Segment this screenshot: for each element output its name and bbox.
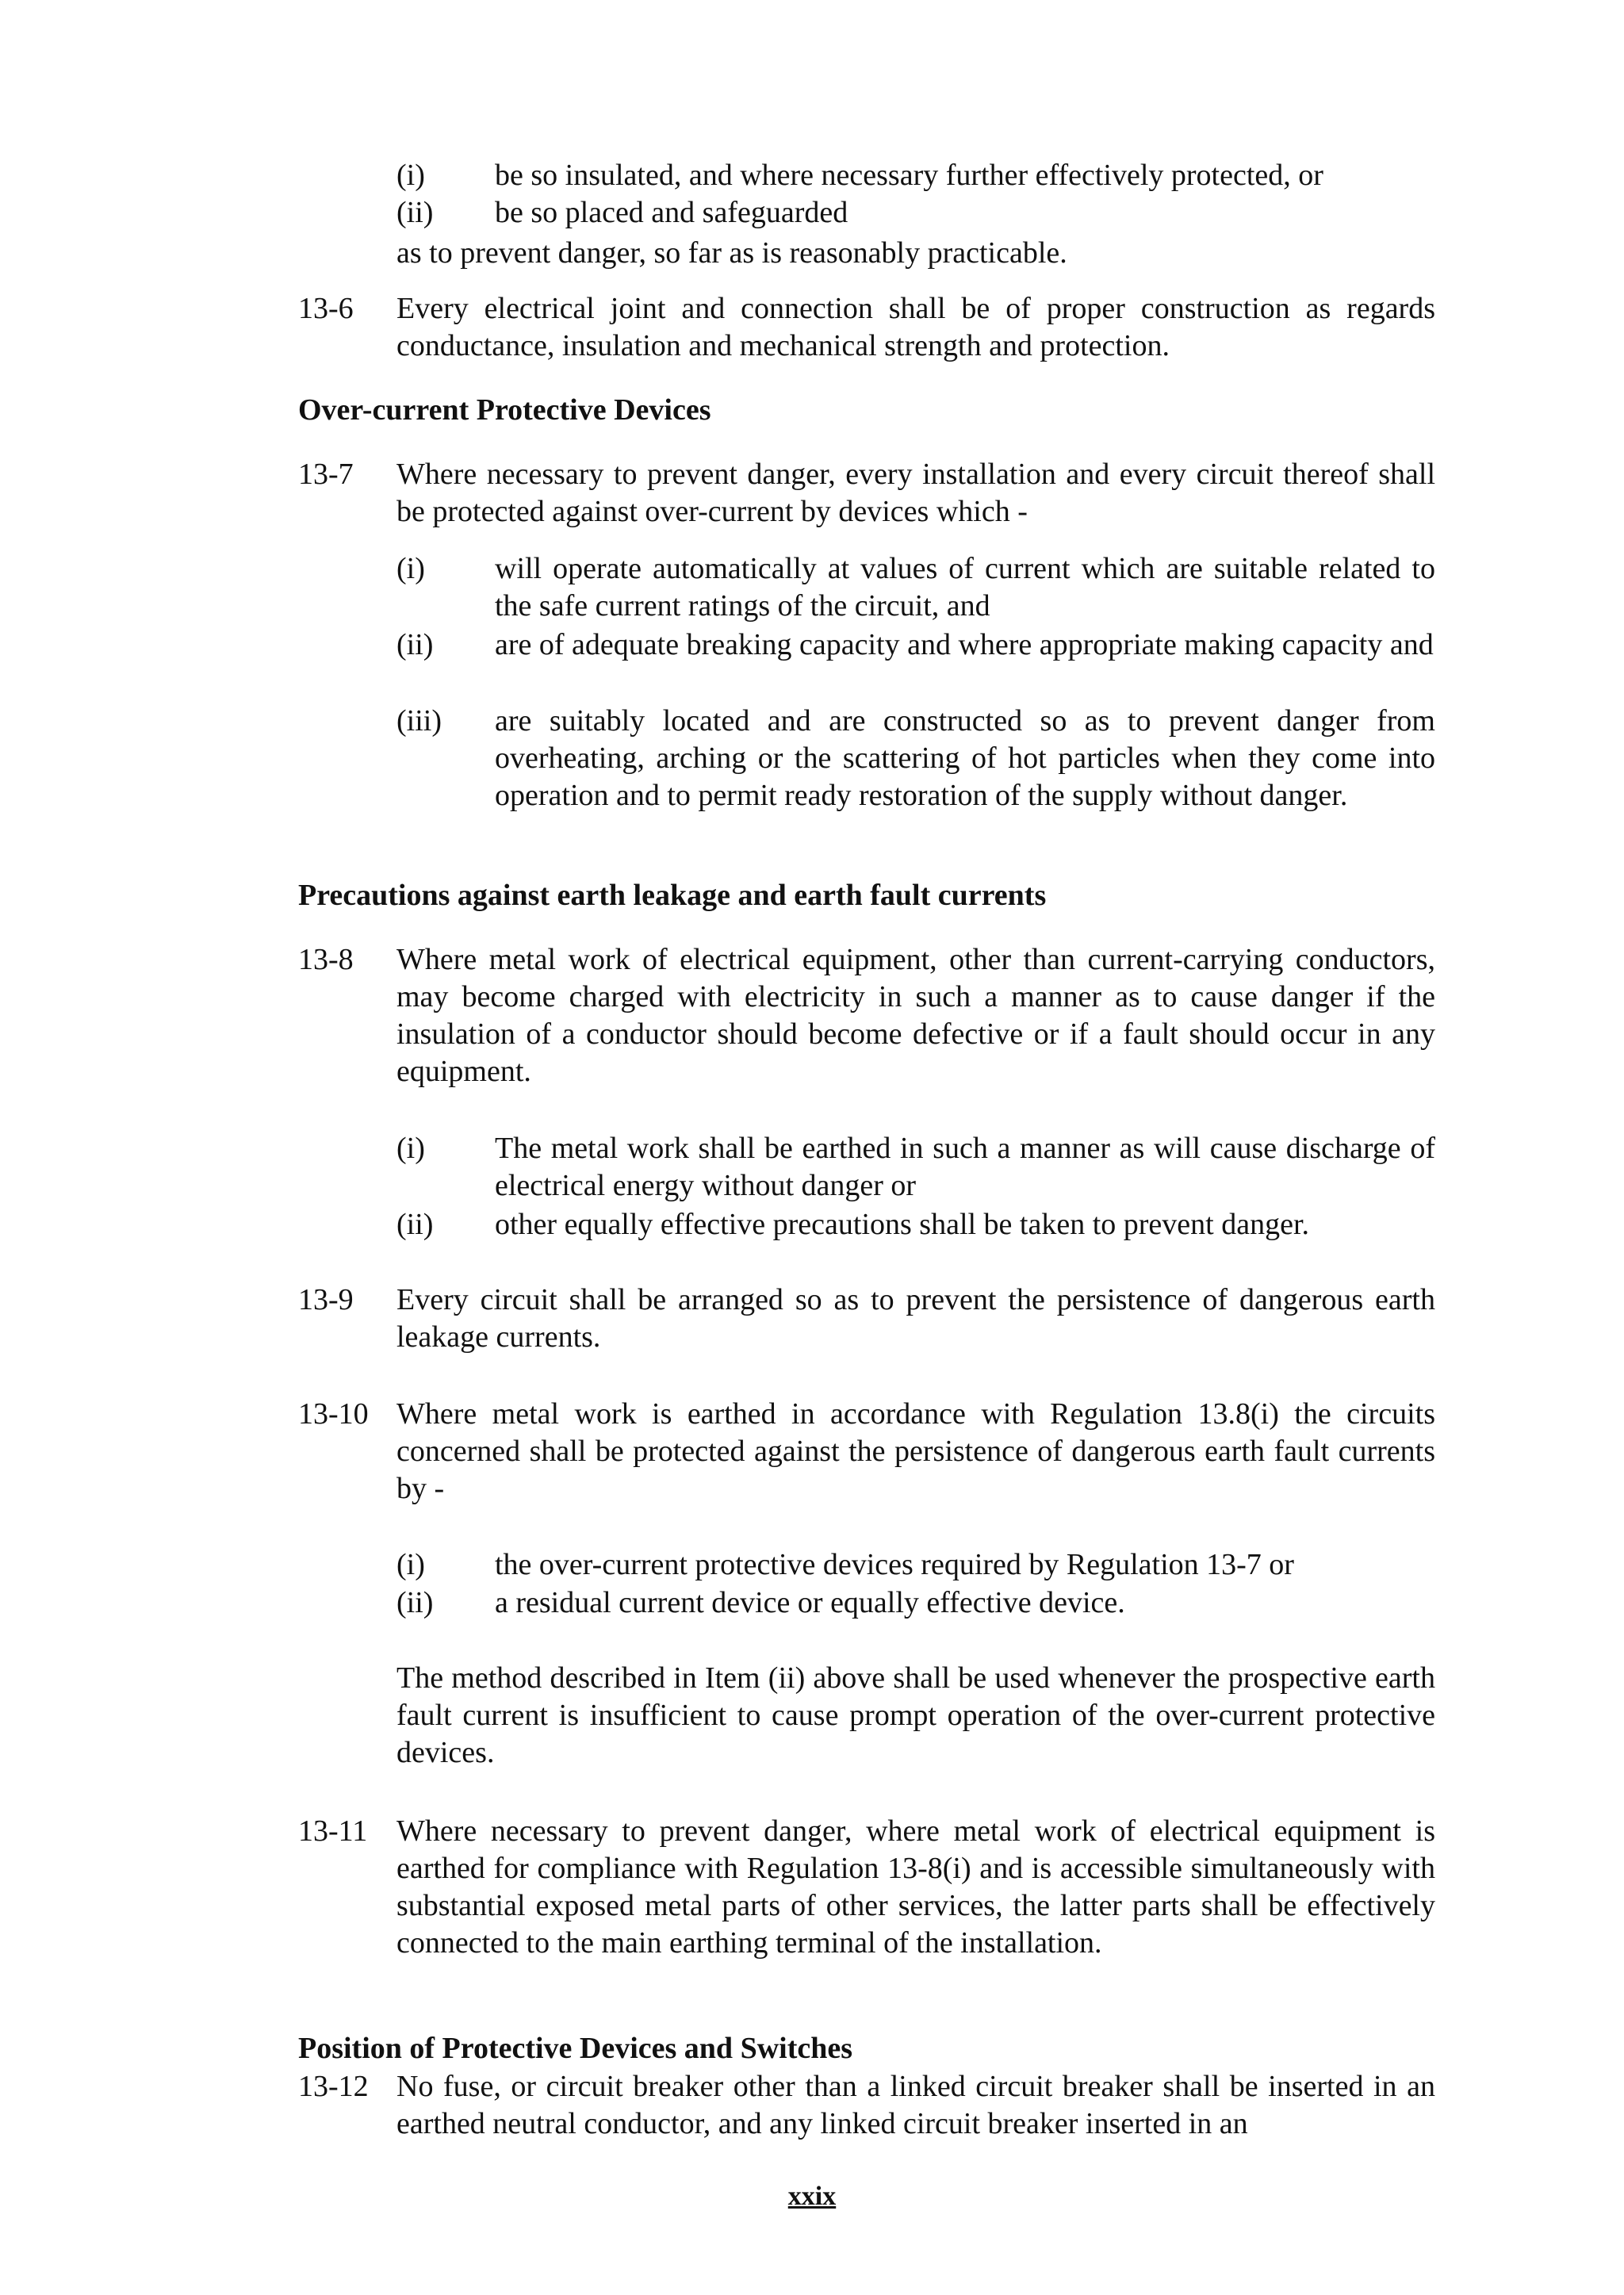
item-label: (ii) [396,196,434,229]
section-heading: Position of Protective Devices and Switches [298,2032,853,2065]
continuation-text: as to prevent danger, so far as is reasonably practicable. [396,236,1067,270]
item-text: be so insulated, and where necessary further effectively protected, or [495,159,1323,192]
item-text: are suitably located and are constructed so as to prevent danger from overheating, arching or the scattering of hot particles when they come into operation and to permit ready restoration of the supply without danger. [495,704,1435,812]
item-text: the over-current protective devices required by Regulation 13-7 or [495,1548,1294,1581]
regulation-number: 13-7 [298,458,354,491]
item-label: (i) [396,1548,425,1581]
regulation-number: 13-11 [298,1814,368,1848]
item-text: will operate automatically at values of current which are suitable related to the safe current ratings of the circuit, and [495,552,1435,623]
list-item [396,194,1435,232]
list-item [396,157,1435,194]
item-label: (i) [396,1132,425,1165]
regulation-text: No fuse, or circuit breaker other than a linked circuit breaker shall be inserted in an earthed neutral conductor, and any linked circuit breaker inserted in an [396,2070,1435,2140]
item-label: (ii) [396,1586,434,1619]
regulation-number: 13-6 [298,292,354,325]
section-heading: Over-current Protective Devices [298,393,711,427]
item-text: a residual current device or equally effective device. [495,1586,1125,1619]
item-text: other equally effective precautions shall be taken to prevent danger. [495,1208,1310,1241]
item-text: The metal work shall be earthed in such a manner as will cause discharge of electrical energy without danger or [495,1132,1435,1202]
regulation-number: 13-9 [298,1283,354,1316]
regulation-text: Where necessary to prevent danger, where metal work of electrical equipment is earthed for compliance with Regulation 13-8(i) and is accessible simultaneously with substantial exposed metal parts of other services, the latter parts shall be effectively connected to the main earthing terminal of the installation. [396,1814,1435,1960]
regulation-text: Every circuit shall be arranged so as to prevent the persistence of dangerous earth leakage currents. [396,1283,1435,1354]
regulation-number: 13-12 [298,2070,369,2103]
section-heading: Precautions against earth leakage and earth fault currents [298,879,1047,912]
item-label: (ii) [396,1208,434,1241]
regulation-number: 13-10 [298,1397,369,1431]
regulation-number: 13-8 [298,943,354,976]
item-text: are of adequate breaking capacity and where appropriate making capacity and [495,628,1434,661]
regulation-text: Every electrical joint and connection shall be of proper construction as regards conductance, insulation and mechanical strength and protection. [396,292,1435,362]
regulation-note: The method described in Item (ii) above shall be used whenever the prospective earth fault current is insufficient to cause prompt operation of the over-current protective devices. [396,1661,1435,1769]
page-number: xxix [787,2182,837,2211]
regulation-text: Where necessary to prevent danger, every installation and every circuit thereof shall be protected against over-current by devices which - [396,458,1435,528]
item-label: (iii) [396,704,442,738]
regulation-text: Where metal work is earthed in accordance with Regulation 13.8(i) the circuits concerned shall be protected against the persistence of dangerous earth fault currents by - [396,1397,1435,1505]
item-label: (ii) [396,628,434,661]
item-label: (i) [396,159,425,192]
item-label: (i) [396,552,425,585]
regulation-text: Where metal work of electrical equipment, other than current-carrying conductors, may become charged with electricity in such a manner as to cause danger if the insulation of a conductor should become defective or if a fault should occur in any equipment. [396,943,1435,1088]
item-text: be so placed and safeguarded [495,196,848,229]
